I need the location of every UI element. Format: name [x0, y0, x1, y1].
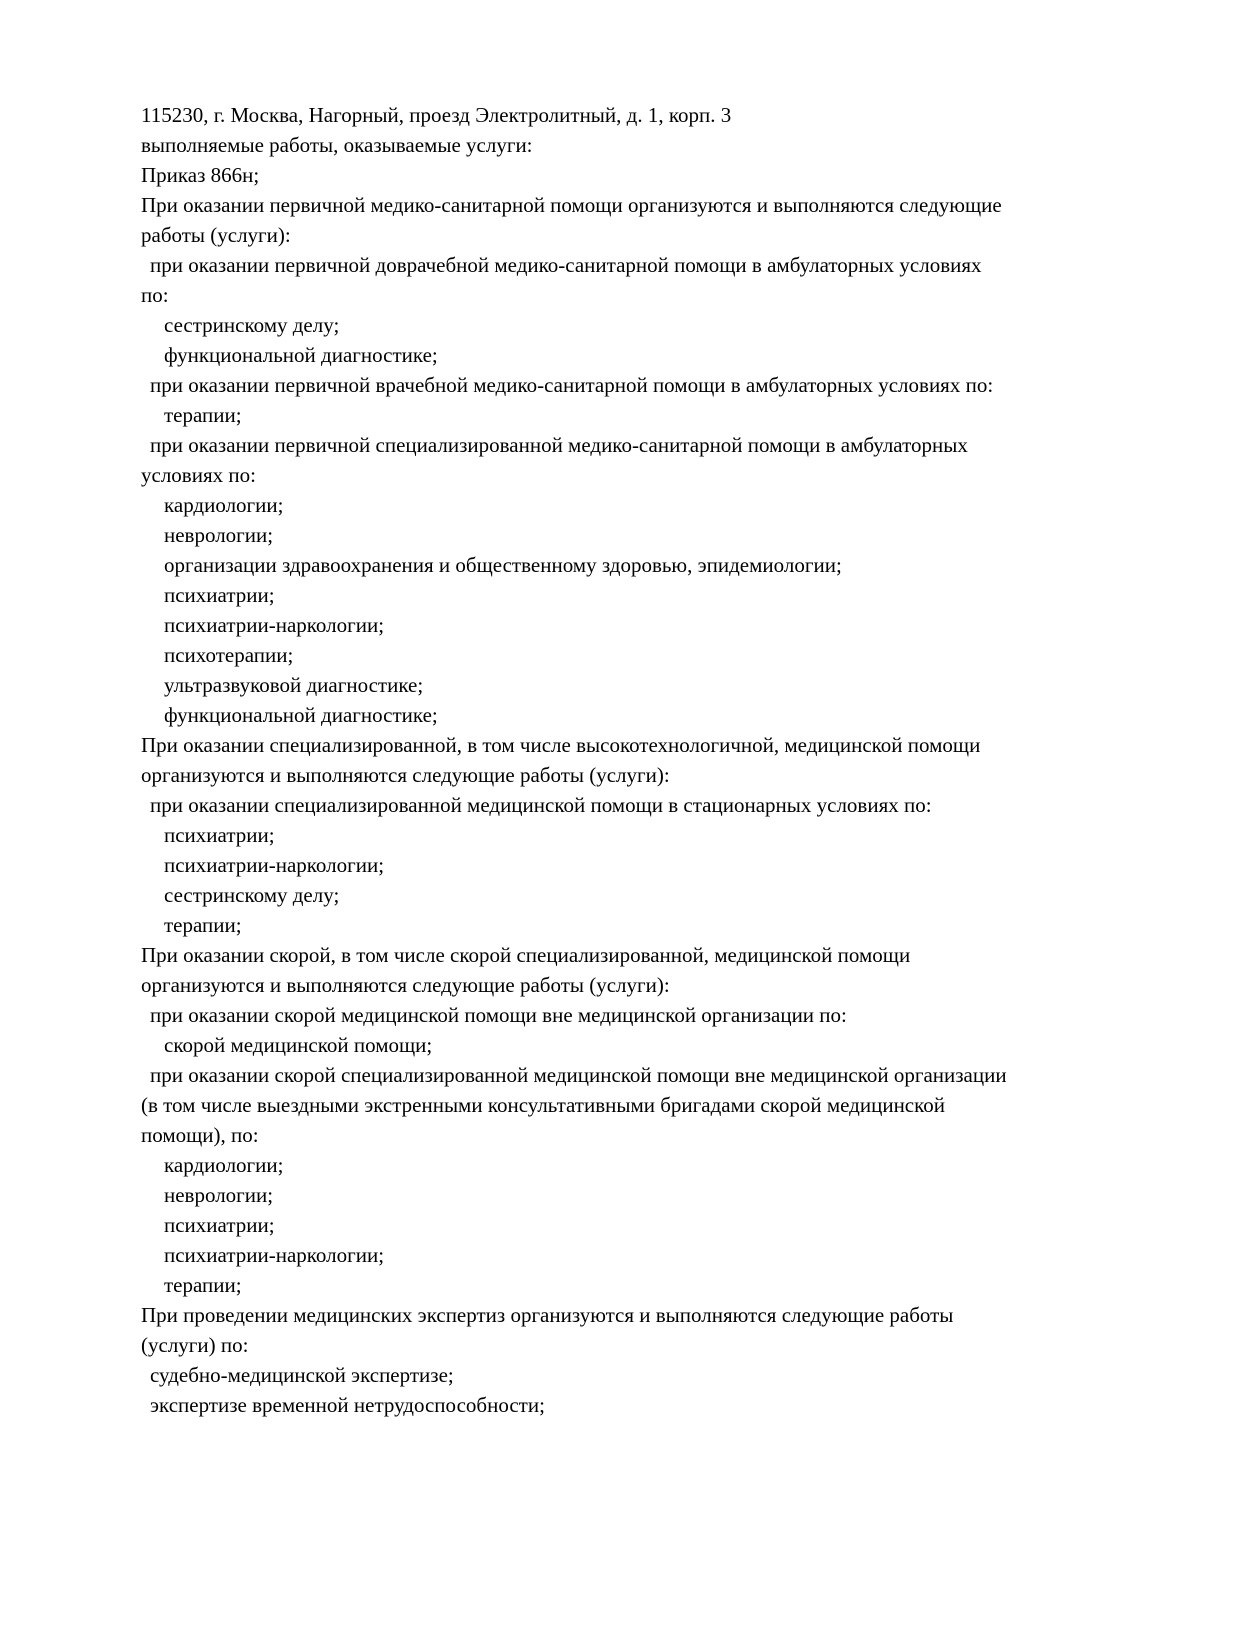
text-line: при оказании скорой специализированной медицинской помощи вне медицинской организации — [150, 1063, 1007, 1087]
text-line: кардиологии; — [164, 1153, 284, 1177]
text-line: неврологии; — [164, 1183, 274, 1207]
document-body — [141, 100, 1181, 1420]
text-line: терапии; — [164, 913, 242, 937]
text-line: при оказании специализированной медицинской помощи в стационарных условиях по: — [150, 793, 932, 817]
text-line: терапии; — [164, 403, 242, 427]
text-line: при оказании скорой медицинской помощи вне медицинской организации по: — [150, 1003, 847, 1027]
text-line: организуются и выполняются следующие работы (услуги): — [141, 973, 670, 997]
text-line: по: — [141, 283, 169, 307]
text-line: экспертизе временной нетрудоспособности; — [150, 1393, 545, 1417]
text-line: при оказании первичной врачебной медико-санитарной помощи в амбулаторных условиях по: — [150, 373, 994, 397]
text-line: неврологии; — [164, 523, 274, 547]
text-line: При оказании скорой, в том числе скорой специализированной, медицинской помощи — [141, 943, 911, 967]
text-line: терапии; — [164, 1273, 242, 1297]
text-line: работы (услуги): — [141, 223, 291, 247]
text-line: При оказании специализированной, в том числе высокотехнологичной, медицинской помощи — [141, 733, 981, 757]
text-line: психиатрии-наркологии; — [164, 613, 385, 637]
text-line: психотерапии; — [164, 643, 294, 667]
text-line: 115230, г. Москва, Нагорный, проезд Электролитный, д. 1, корп. 3 — [141, 103, 732, 127]
text-line: помощи), по: — [141, 1123, 259, 1147]
text-line: функциональной диагностике; — [164, 703, 438, 727]
text-line: сестринскому делу; — [164, 313, 340, 337]
text-line: психиатрии-наркологии; — [164, 853, 385, 877]
text-line: сестринскому делу; — [164, 883, 340, 907]
text-line: кардиологии; — [164, 493, 284, 517]
text-line: судебно-медицинской экспертизе; — [150, 1363, 454, 1387]
text-line: Приказ 866н; — [141, 163, 260, 187]
text-line: При проведении медицинских экспертиз организуются и выполняются следующие работы — [141, 1303, 954, 1327]
text-line: (в том числе выездными экстренными консультативными бригадами скорой медицинской — [141, 1093, 945, 1117]
text-line: функциональной диагностике; — [164, 343, 438, 367]
text-line: организуются и выполняются следующие работы (услуги): — [141, 763, 670, 787]
text-line: скорой медицинской помощи; — [164, 1033, 433, 1057]
text-line: выполняемые работы, оказываемые услуги: — [141, 133, 533, 157]
text-line: организации здравоохранения и общественному здоровью, эпидемиологии; — [164, 553, 842, 577]
text-line: психиатрии; — [164, 1213, 275, 1237]
text-line: (услуги) по: — [141, 1333, 249, 1357]
text-line: При оказании первичной медико-санитарной помощи организуются и выполняются следующие — [141, 193, 1002, 217]
text-line: при оказании первичной доврачебной медико-санитарной помощи в амбулаторных условиях — [150, 253, 982, 277]
text-line: психиатрии; — [164, 583, 275, 607]
text-line: при оказании первичной специализированной медико-санитарной помощи в амбулаторных — [150, 433, 968, 457]
text-line: ультразвуковой диагностике; — [164, 673, 424, 697]
text-line: психиатрии; — [164, 823, 275, 847]
text-line: условиях по: — [141, 463, 256, 487]
text-line: психиатрии-наркологии; — [164, 1243, 385, 1267]
